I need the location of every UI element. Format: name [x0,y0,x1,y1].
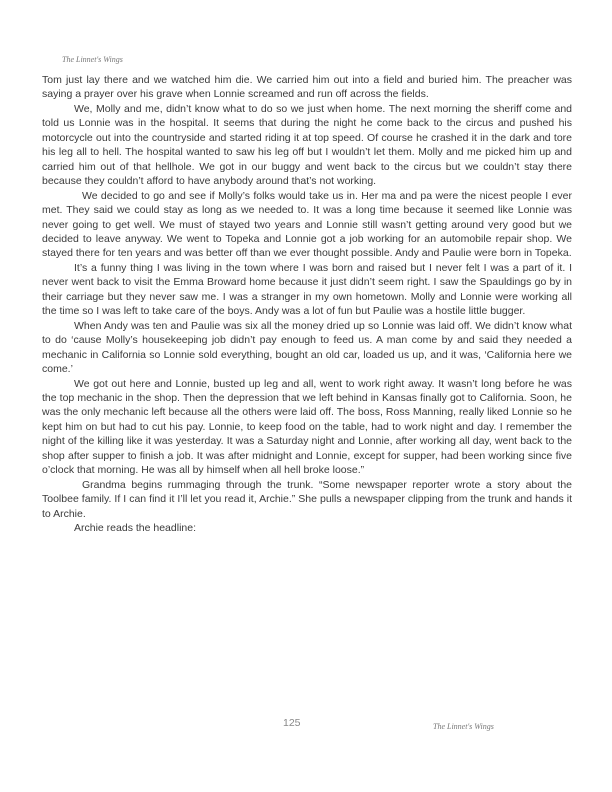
paragraph: We decided to go and see if Molly’s folks would take us in. Her ma and pa were the nicest people I ever met. They said we could stay as long as we needed to. It was a long time because it seemed like Lonnie was never going to get well. We must of stayed two years and Lonnie still wasn’t getting around very good but we decided to leave anyway. We went to Topeka and Lonnie got a job working for an automobile repair shop. We stayed there for ten years and was better off than we ever thought possible. Andy and Paulie were born in Topeka. [42,189,572,260]
running-head: The Linnet's Wings [62,55,123,64]
paragraph: We got out here and Lonnie, busted up leg and all, went to work right away. It wasn’t long before he was the top mechanic in the shop. Then the depression that we left behind in Kansas finally got to California. Soon, he was the only mechanic left because all the others were laid off. The boss, Ross Manning, really liked Lonnie so he kept him on but had to cut his pay. Lonnie, to keep food on the table, had to work night and day. I remember the night of the killing like it was yesterday. It was a Saturday night and Lonnie, after working all day, went back to the shop after supper to finish a job. It was after midnight and Lonnie, except for supper, had been working since five o’clock that morning. He was all by himself when all hell broke loose.” [42,377,572,477]
body-text [42,73,572,536]
paragraph: Grandma begins rummaging through the trunk. “Some newspaper reporter wrote a story about the Toolbee family. If I can find it I’ll let you read it, Archie.” She pulls a newspaper clipping from the trunk and hands it to Archie. [42,478,572,520]
paragraph: It’s a funny thing I was living in the town where I was born and raised but I never felt I was a part of it. I never went back to visit the Emma Broward home because it just didn’t seem right. I saw the Spauldings go by in their carriage but they never saw me. I was a stranger in my own hometown. Molly and Lonnie were working all the time so I was left to take care of the boys. Andy was a lot of fun but Paulie was a hostile little bugger. [42,261,572,318]
paragraph: When Andy was ten and Paulie was six all the money dried up so Lonnie was laid off. We didn’t know what to do ‘cause Molly’s housekeeping job didn’t pay enough to feed us. A man come by and said they needed a mechanic in California so Lonnie sold everything, bought an old car, loaded us up, and it was, ‘California here we come.’ [42,319,572,376]
paragraph: Archie reads the headline: [74,522,196,535]
page-number: 125 [283,717,301,729]
paragraph: Tom just lay there and we watched him die. We carried him out into a field and buried him. The preacher was saying a prayer over his grave when Lonnie screamed and run off across the fields. [42,74,572,101]
paragraph: We, Molly and me, didn’t know what to do so we just when home. The next morning the sheriff come and told us Lonnie was in the hospital. It seems that during the night he come back to the circus and pushed his motorcycle out into the countryside and started riding it at top speed. Of course he crashed it in the dark and tore his leg all to hell. The hospital wanted to saw his leg off but I wouldn’t let them. Molly and me picked him up and carried him out of that hellhole. We got in our buggy and went back to the circus but we couldn’t stay there because they couldn’t afford to have anybody around that’s not working. [42,102,572,188]
running-foot: The Linnet's Wings [433,722,494,731]
